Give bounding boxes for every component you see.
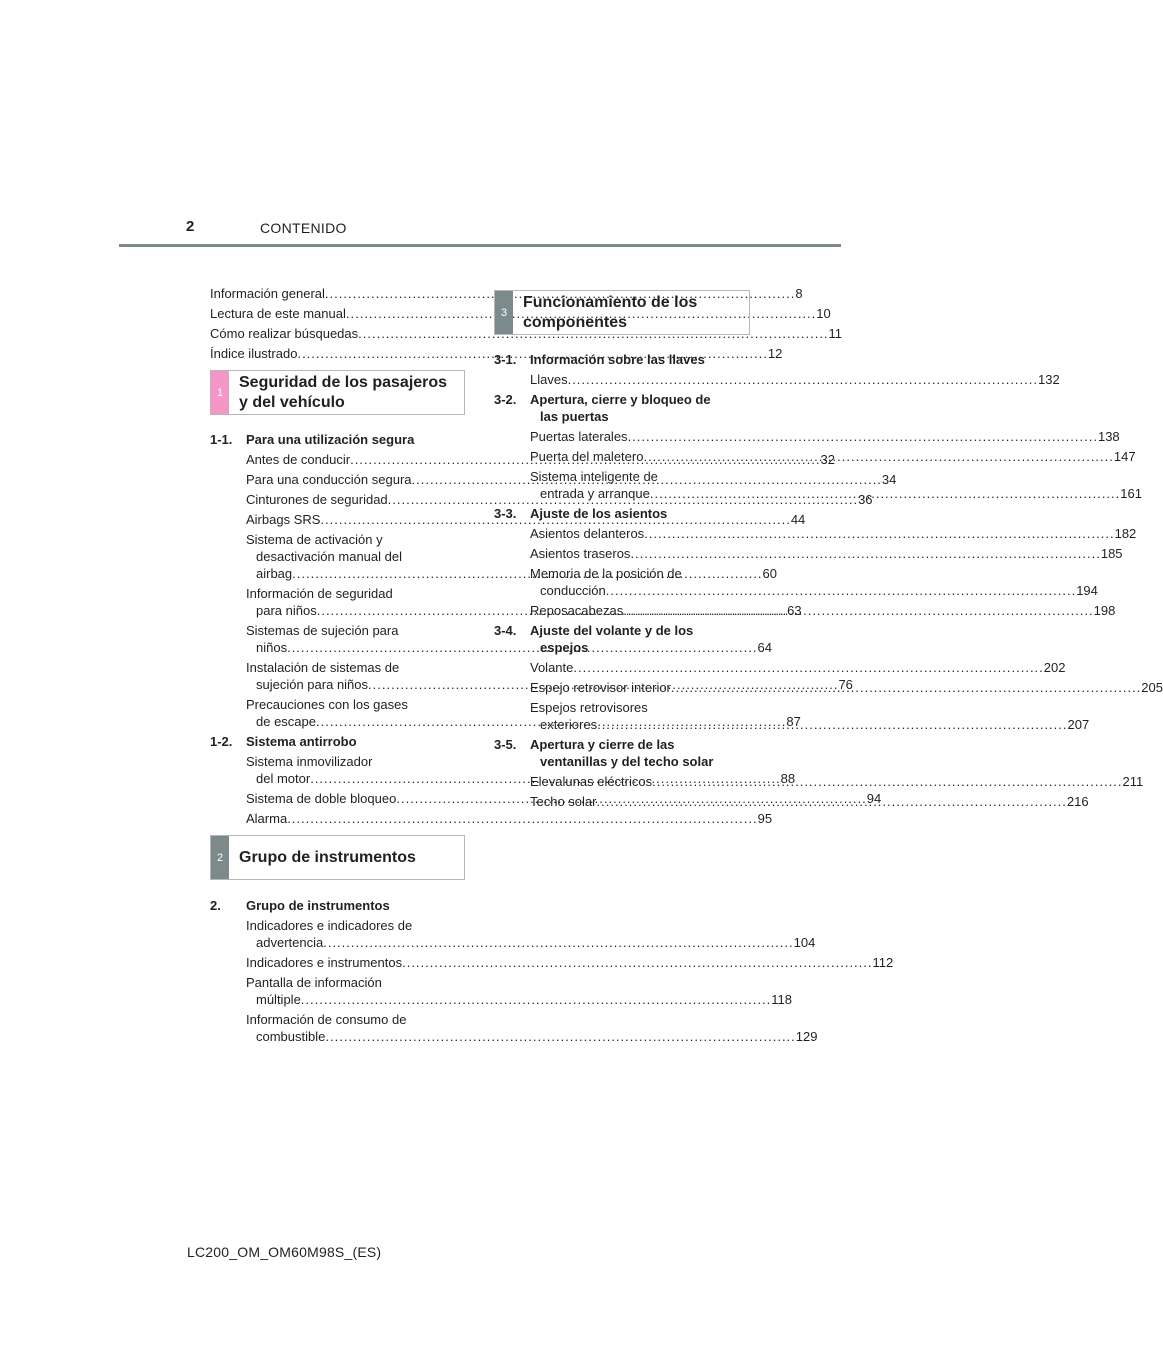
toc-entry[interactable]: Volante ..... 202 xyxy=(530,659,751,676)
section-title: Seguridad de los pasajeros y del vehículo xyxy=(239,373,448,411)
toc-entry[interactable]: Indicadores e instrumentos ..... 112 xyxy=(246,954,467,971)
toc-entry[interactable]: Puertas laterales ..... 138 xyxy=(530,428,751,445)
page-title: CONTENIDO xyxy=(260,220,347,236)
section-title: Grupo de instrumentos xyxy=(239,848,416,866)
toc-entry[interactable]: Techo solar ..... 216 xyxy=(530,793,751,810)
toc-entry[interactable]: Sistema inmovilizador del motor..... 88 xyxy=(246,753,467,787)
toc-entry[interactable]: Cómo realizar búsquedas ..... 11 xyxy=(210,325,467,342)
toc-entry[interactable]: Precauciones con los gases de escape..... 87 xyxy=(246,696,467,730)
section-title: Funcionamiento de los componentes xyxy=(523,293,698,331)
chapter-heading[interactable]: 1-2. Sistema antirrobo xyxy=(210,734,357,749)
chapter-heading[interactable]: 3-5. Apertura y cierre de las ventanillas y del techo solar xyxy=(494,737,714,769)
toc-entry[interactable]: Elevalunas eléctricos ..... 211 xyxy=(530,773,751,790)
toc-entry[interactable]: Información general ..... 8 xyxy=(210,285,467,302)
toc-entry[interactable]: Puerta del maletero ..... 147 xyxy=(530,448,751,465)
toc-entry[interactable]: Sistema de activación y desactivación manual del airbag..... 60 xyxy=(246,531,467,582)
section-number-badge: 2 xyxy=(211,836,229,879)
toc-entry[interactable]: Alarma ..... 95 xyxy=(246,810,467,827)
chapter-heading[interactable]: 2. Grupo de instrumentos xyxy=(210,898,390,913)
page-number: 2 xyxy=(186,218,195,235)
toc-entry[interactable]: Antes de conducir ..... 32 xyxy=(246,451,467,468)
toc-entry[interactable]: Airbags SRS ..... 44 xyxy=(246,511,467,528)
toc-entry[interactable]: Llaves ..... 132 xyxy=(530,371,751,388)
chapter-heading[interactable]: 3-4. Ajuste del volante y de los espejos xyxy=(494,623,694,655)
section-tab-1[interactable] xyxy=(210,370,465,415)
toc-entry[interactable]: Espejo retrovisor interior ..... 205 xyxy=(530,679,751,696)
section-number-badge: 1 xyxy=(211,371,229,414)
toc-entry[interactable]: Lectura de este manual ..... 10 xyxy=(210,305,467,322)
toc-entry[interactable]: Indicadores e indicadores de advertencia..... 104 xyxy=(246,917,467,951)
toc-entry[interactable]: Información de consumo de combustible..... 129 xyxy=(246,1011,467,1045)
section-tab-2[interactable] xyxy=(210,835,465,880)
section-tab-3[interactable] xyxy=(494,290,750,335)
toc-entry[interactable]: Para una conducción segura ..... 34 xyxy=(246,471,467,488)
header-divider xyxy=(119,244,841,247)
toc-entry[interactable]: Pantalla de información múltiple..... 118 xyxy=(246,974,467,1008)
chapter-heading[interactable]: 3-2. Apertura, cierre y bloqueo de las puertas xyxy=(494,392,711,424)
document-code: LC200_OM_OM60M98S_(ES) xyxy=(187,1244,382,1260)
toc-entry[interactable]: Reposacabezas ..... 198 xyxy=(530,602,751,619)
chapter-heading[interactable]: 3-1. Información sobre las llaves xyxy=(494,352,705,367)
toc-entry[interactable]: Instalación de sistemas de sujeción para niños..... 76 xyxy=(246,659,467,693)
toc-entry[interactable]: Memoria de la posición de conducción..... 194 xyxy=(530,565,751,599)
toc-entry[interactable]: Sistemas de sujeción para niños..... 64 xyxy=(246,622,467,656)
toc-entry[interactable]: Asientos traseros ..... 185 xyxy=(530,545,751,562)
chapter-heading[interactable]: 3-3. Ajuste de los asientos xyxy=(494,506,668,521)
chapter-heading[interactable]: 1-1. Para una utilización segura xyxy=(210,432,415,447)
toc-entry[interactable]: Espejos retrovisores exteriores..... 207 xyxy=(530,699,751,733)
section-number-badge: 3 xyxy=(495,291,513,334)
toc-entry[interactable]: Cinturones de seguridad ..... 36 xyxy=(246,491,467,508)
toc-entry[interactable]: Sistema de doble bloqueo ..... 94 xyxy=(246,790,467,807)
toc-entry[interactable]: Información de seguridad para niños..... 63 xyxy=(246,585,467,619)
toc-entry[interactable]: Índice ilustrado ..... 12 xyxy=(210,345,467,362)
toc-entry[interactable]: Asientos delanteros ..... 182 xyxy=(530,525,751,542)
toc-entry[interactable]: Sistema inteligente de entrada y arranque..... 161 xyxy=(530,468,751,502)
